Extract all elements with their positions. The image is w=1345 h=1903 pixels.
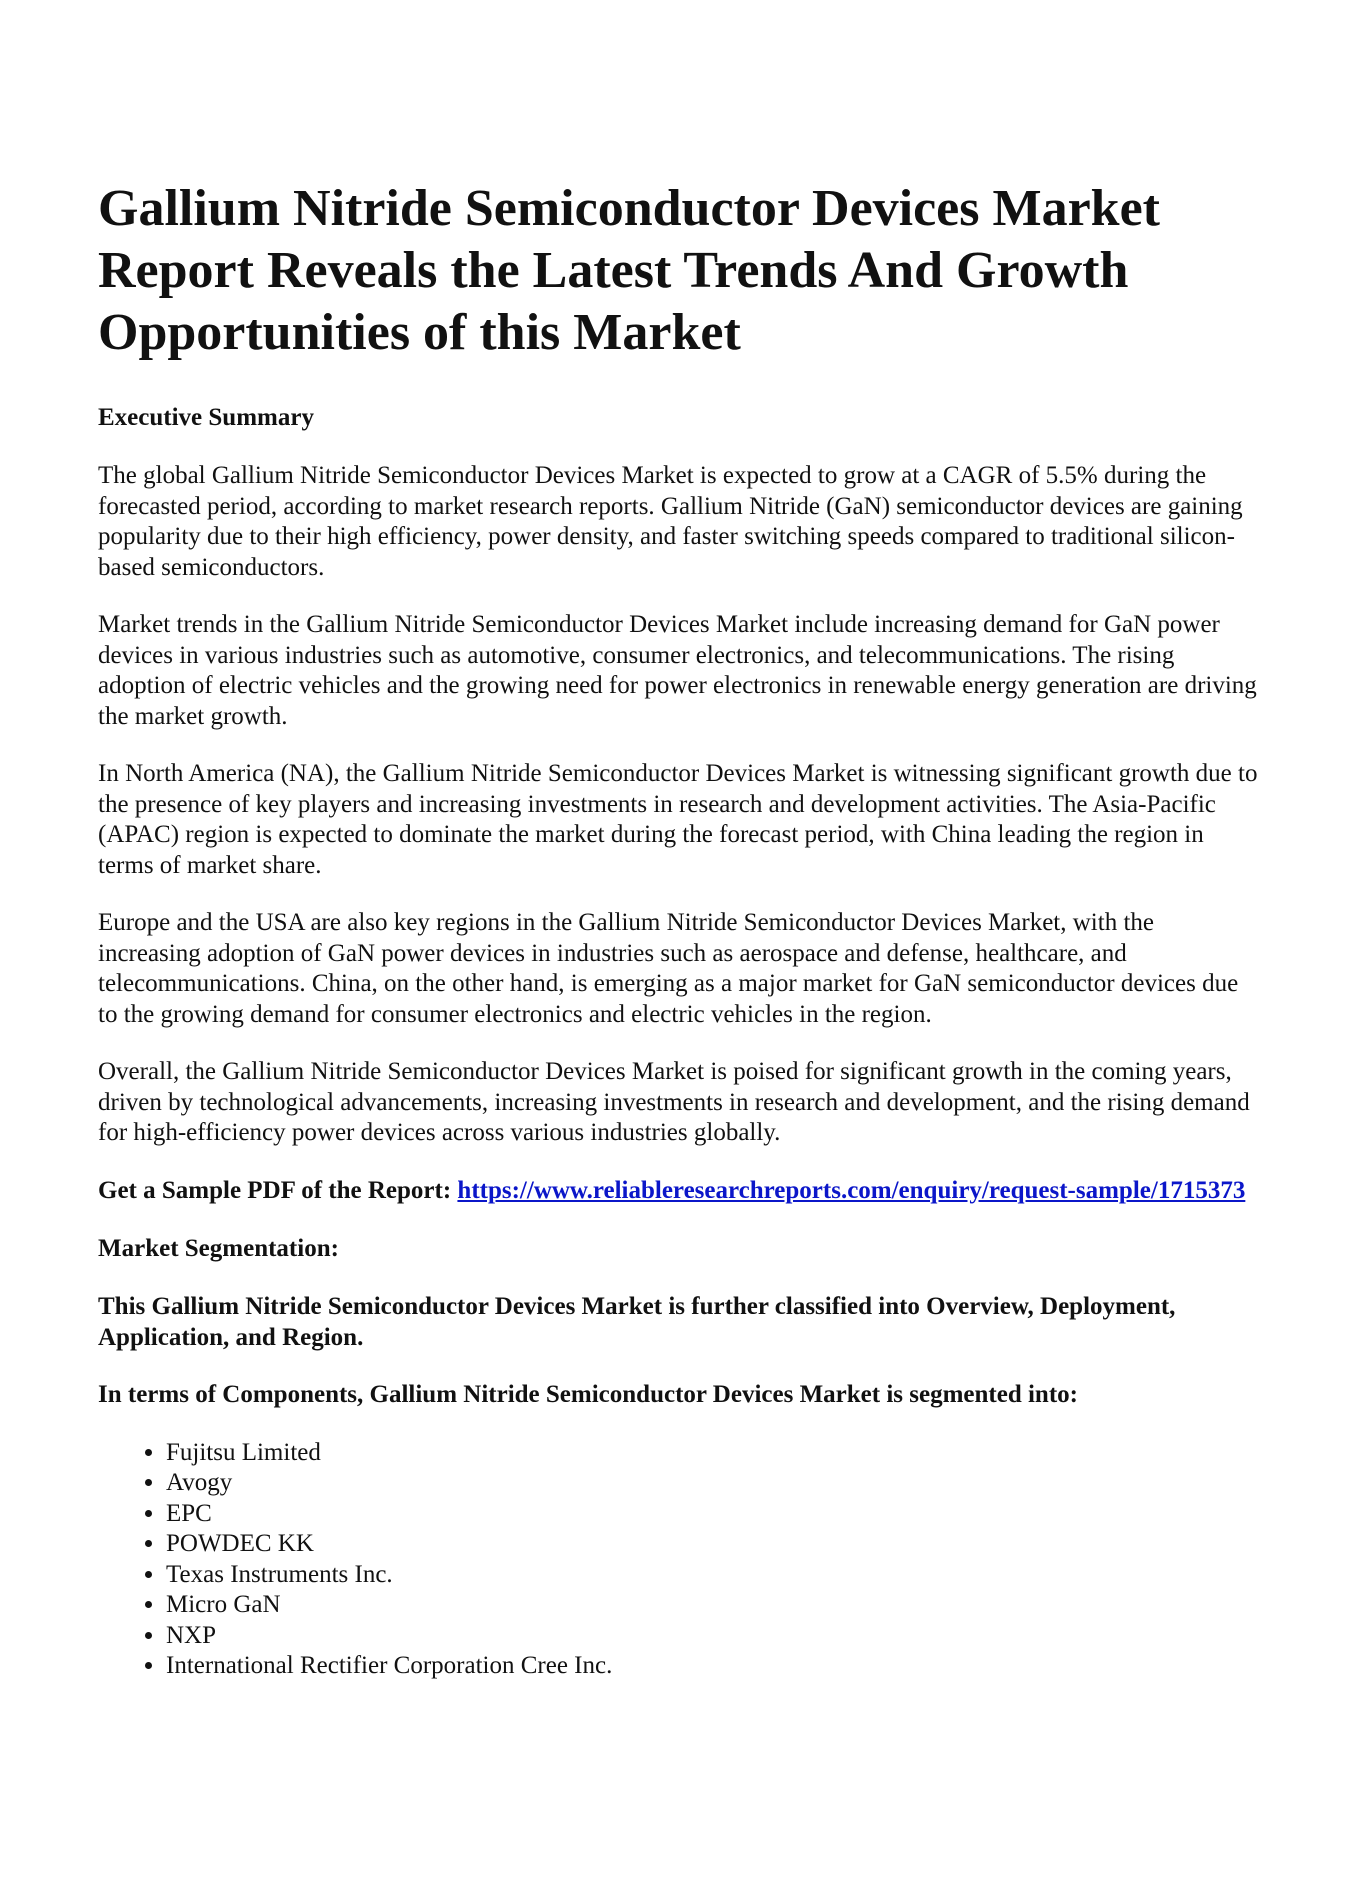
list-item: • Fujitsu Limited <box>166 1438 1258 1469</box>
list-item: • Texas Instruments Inc. <box>166 1560 1258 1591</box>
classification-note: This Gallium Nitride Semiconductor Devices Market is further classified into Overview, Deployment, Application, and Region. <box>98 1293 1176 1351</box>
sample-pdf-link[interactable]: https://www.reliableresearchreports.com/enquiry/request-sample/1715373 <box>457 1176 1246 1204</box>
summary-paragraph-3: In North America (NA), the Gallium Nitride Semiconductor Devices Market is witnessing significant growth due to the presence of key players and increasing investments in research and development activities. The Asia-Pacific (APAC) region is expected to dominate the market during the forecast period, with China leading the region in terms of market share. <box>98 760 1258 879</box>
list-item: • EPC <box>166 1499 1258 1530</box>
sample-pdf-line <box>98 1176 1258 1207</box>
components-heading: In terms of Components, Gallium Nitride Semiconductor Devices Market is segmented into: <box>98 1381 1078 1408</box>
summary-paragraph-5: Overall, the Gallium Nitride Semiconductor Devices Market is poised for significant growth in the coming years, driven by technological advancements, increasing investments in research and development, and the rising demand for high-efficiency power devices across various industries globally. <box>98 1058 1250 1146</box>
summary-paragraph-1: The global Gallium Nitride Semiconductor Devices Market is expected to grow at a CAGR of 5.5% during the forecasted period, according to market research reports. Gallium Nitride (GaN) semiconductor devices are gaining popularity due to their high efficiency, power density, and faster switching speeds compared to traditional silicon-based semiconductors. <box>98 462 1243 581</box>
document-page <box>98 178 1258 1682</box>
list-item: • Micro GaN <box>166 1590 1258 1621</box>
components-list <box>98 1438 1258 1682</box>
list-item: • POWDEC KK <box>166 1529 1258 1560</box>
executive-summary-heading: Executive Summary <box>98 404 314 431</box>
list-item: • Avogy <box>166 1468 1258 1499</box>
market-segmentation-heading: Market Segmentation: <box>98 1235 339 1262</box>
list-item: • NXP <box>166 1621 1258 1652</box>
summary-paragraph-4: Europe and the USA are also key regions in the Gallium Nitride Semiconductor Devices Market, with the increasing adoption of GaN power devices in industries such as aerospace and defense, healthcare, and telecommunications. China, on the other hand, is emerging as a major market for GaN semiconductor devices due to the growing demand for consumer electronics and electric vehicles in the region. <box>98 909 1239 1028</box>
list-item: • International Rectifier Corporation Cree Inc. <box>166 1651 1258 1682</box>
summary-paragraph-2: Market trends in the Gallium Nitride Semiconductor Devices Market include increasing demand for GaN power devices in various industries such as automotive, consumer electronics, and telecommunications. The rising adoption of electric vehicles and the growing need for power electronics in renewable energy generation are driving the market growth. <box>98 611 1257 730</box>
sample-pdf-label: Get a Sample PDF of the Report: <box>98 1176 458 1204</box>
page-title: Gallium Nitride Semiconductor Devices Market Report Reveals the Latest Trends And Growth Opportunities of this Market <box>98 180 1160 361</box>
